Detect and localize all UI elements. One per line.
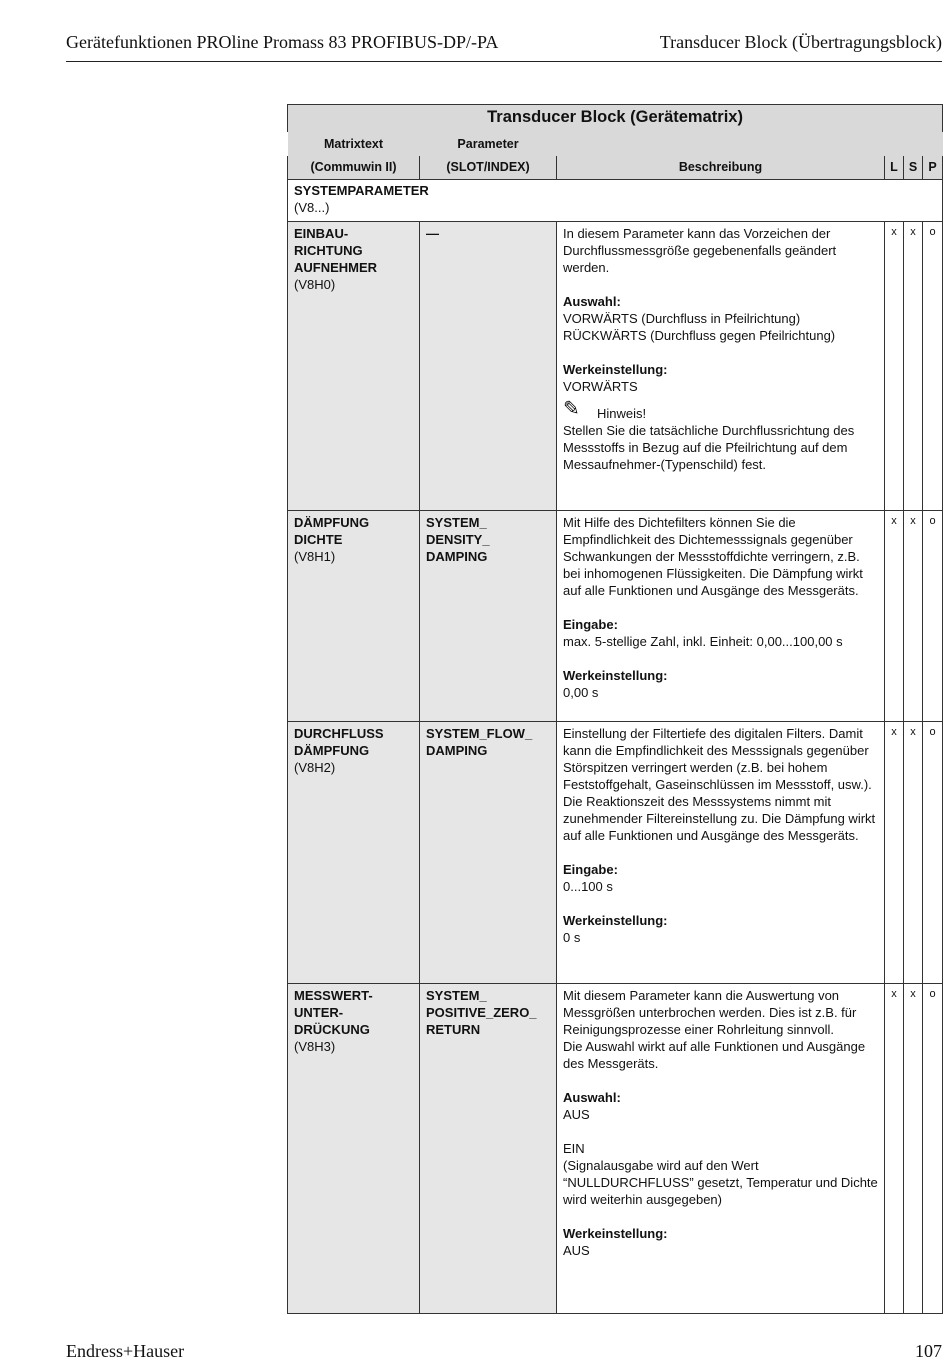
table-row: [288, 722, 943, 984]
note-heading: [563, 398, 878, 421]
page-number: 107: [915, 1341, 942, 1361]
matrixtext-line: DÄMPFUNG: [294, 743, 370, 758]
parameter-cell: [420, 722, 557, 984]
flag-s: x: [904, 511, 923, 722]
footer-brand-logo: Endress+Hauser: [66, 1341, 185, 1361]
flag-p: o: [923, 984, 943, 1314]
transducer-block-matrix-table: [287, 104, 943, 1314]
default-value: 0,00 s: [563, 685, 599, 700]
section-header: [288, 180, 943, 222]
selection-label: Auswahl:: [563, 1090, 621, 1105]
default-value: VORWÄRTS: [563, 379, 638, 394]
matrix-code: (V8H2): [294, 760, 336, 775]
flag-s: x: [904, 722, 923, 984]
matrix-code: (V8H0): [294, 277, 336, 292]
selection-option: RÜCKWÄRTS (Durchfluss gegen Pfeilrichtung): [563, 328, 836, 343]
parameter-cell: [420, 222, 557, 511]
parameter-line: SYSTEM_: [426, 988, 487, 1003]
parameter-line: DAMPING: [426, 549, 488, 564]
parameter-line: POSITIVE_ZERO_: [426, 1005, 537, 1020]
description-cell: [557, 984, 885, 1314]
parameter-line: DAMPING: [426, 743, 488, 758]
description-cell: [557, 511, 885, 722]
description-text: In diesem Parameter kann das Vorzeichen der Durchflussmessgröße gegebenenfalls geändert werden.: [563, 226, 837, 275]
parameter-line: RETURN: [426, 1022, 481, 1037]
col-header-s: S: [904, 156, 923, 180]
description-cell: [557, 222, 885, 511]
parameter-line: SYSTEM_: [426, 515, 487, 530]
flag-l: x: [885, 722, 904, 984]
matrixtext-cell: [288, 722, 420, 984]
selection-option-note: (Signalausgabe wird auf den Wert “NULLDURCHFLUSS” gesetzt, Temperatur und Dichte wird weiterhin ausgegeben): [563, 1158, 878, 1207]
matrixtext-line: AUFNEHMER: [294, 260, 378, 275]
col-header-parameter: Parameter: [420, 132, 557, 156]
note-label: Hinweis!: [597, 406, 647, 421]
table-row: [288, 984, 943, 1314]
header-document-title: Gerätefunktionen PROline Promass 83 PROFIBUS-DP/-PA: [66, 32, 499, 52]
selection-label: Auswahl:: [563, 294, 621, 309]
page-header: [66, 30, 942, 62]
col-header-l: L: [885, 156, 904, 180]
col-header-commuwin: (Commuwin II): [288, 156, 420, 180]
section-code: (V8...): [294, 200, 330, 215]
input-value: max. 5-stellige Zahl, inkl. Einheit: 0,00...100,00 s: [563, 634, 843, 649]
parameter-cell: [420, 511, 557, 722]
input-value: 0...100 s: [563, 879, 613, 894]
matrixtext-line: UNTER-: [294, 1005, 344, 1020]
section-title: SYSTEMPARAMETER: [294, 183, 429, 198]
matrixtext-line: RICHTUNG: [294, 243, 363, 258]
flag-p: o: [923, 722, 943, 984]
table-row: [288, 511, 943, 722]
flag-l: x: [885, 984, 904, 1314]
description-text: Einstellung der Filtertiefe des digitalen Filters. Damit kann die Empfindlichkeit des Messsignals gegenüber Störspitzen verringert werden (z.B. bei hohem Feststoffgehalt, Gaseinschlüssen im Messstoff, usw.). Die Reaktionszeit des Messsystems nimmt mit zunehmender Filtereinstellung zu. Die Dämpfung wirkt auf alle Funktionen und Ausgänge des Messgeräts.: [563, 726, 876, 843]
input-label: Eingabe:: [563, 617, 618, 632]
default-value: 0 s: [563, 930, 581, 945]
description-text: Die Auswahl wirkt auf alle Funktionen und Ausgänge des Messgeräts.: [563, 1039, 866, 1071]
flag-l: x: [885, 511, 904, 722]
description-text: Mit diesem Parameter kann die Auswertung von Messgrößen unterbrochen werden. Dies ist z.B. für Reinigungsprozesse einer Rohrleitung sinnvoll.: [563, 988, 857, 1037]
matrixtext-cell: [288, 222, 420, 511]
matrixtext-cell: [288, 511, 420, 722]
default-label: Werkeinstellung:: [563, 913, 668, 928]
table-title: Transducer Block (Gerätematrix): [288, 105, 943, 132]
default-label: Werkeinstellung:: [563, 668, 668, 683]
matrixtext-line: DRÜCKUNG: [294, 1022, 370, 1037]
parameter-cell: [420, 984, 557, 1314]
matrixtext-cell: [288, 984, 420, 1314]
default-label: Werkeinstellung:: [563, 362, 668, 377]
default-label: Werkeinstellung:: [563, 1226, 668, 1241]
parameter-line: —: [426, 226, 439, 241]
matrixtext-line: DURCHFLUSS: [294, 726, 384, 741]
flag-l: x: [885, 222, 904, 511]
pencil-note-icon: ✎: [563, 398, 580, 420]
selection-option: AUS: [563, 1107, 590, 1122]
default-value: AUS: [563, 1243, 590, 1258]
selection-option: VORWÄRTS (Durchfluss in Pfeilrichtung): [563, 311, 801, 326]
parameter-line: SYSTEM_FLOW_: [426, 726, 533, 741]
matrixtext-line: MESSWERT-: [294, 988, 373, 1003]
matrix-code: (V8H1): [294, 549, 336, 564]
flag-s: x: [904, 222, 923, 511]
matrixtext-line: DÄMPFUNG: [294, 515, 370, 530]
parameter-line: DENSITY_: [426, 532, 490, 547]
matrixtext-line: DICHTE: [294, 532, 343, 547]
matrix-code: (V8H3): [294, 1039, 336, 1054]
col-header-slot-index: (SLOT/INDEX): [420, 156, 557, 180]
flag-p: o: [923, 222, 943, 511]
note-text: Stellen Sie die tatsächliche Durchflussrichtung des Messstoffs in Bezug auf die Pfeilrichtung auf dem Messaufnehmer-(Typenschild) fest.: [563, 423, 855, 472]
col-header-matrixtext: Matrixtext: [288, 132, 420, 156]
table-row: [288, 222, 943, 511]
description-text: Mit Hilfe des Dichtefilters können Sie die Empfindlichkeit des Dichtemesssignals gegenüber Schwankungen der Messstoffdichte verringern, z.B. bei inhomogenen Flüssigkeiten. Die Dämpfung wirkt auf alle Funktionen und Ausgänge des Messgeräts.: [563, 515, 863, 598]
matrixtext-line: EINBAU-: [294, 226, 349, 241]
col-header-p: P: [923, 156, 943, 180]
description-cell: [557, 722, 885, 984]
selection-option: EIN: [563, 1141, 585, 1156]
header-section-title: Transducer Block (Übertragungsblock): [659, 32, 942, 52]
col-header-description: Beschreibung: [557, 156, 885, 180]
input-label: Eingabe:: [563, 862, 618, 877]
flag-p: o: [923, 511, 943, 722]
flag-s: x: [904, 984, 923, 1314]
